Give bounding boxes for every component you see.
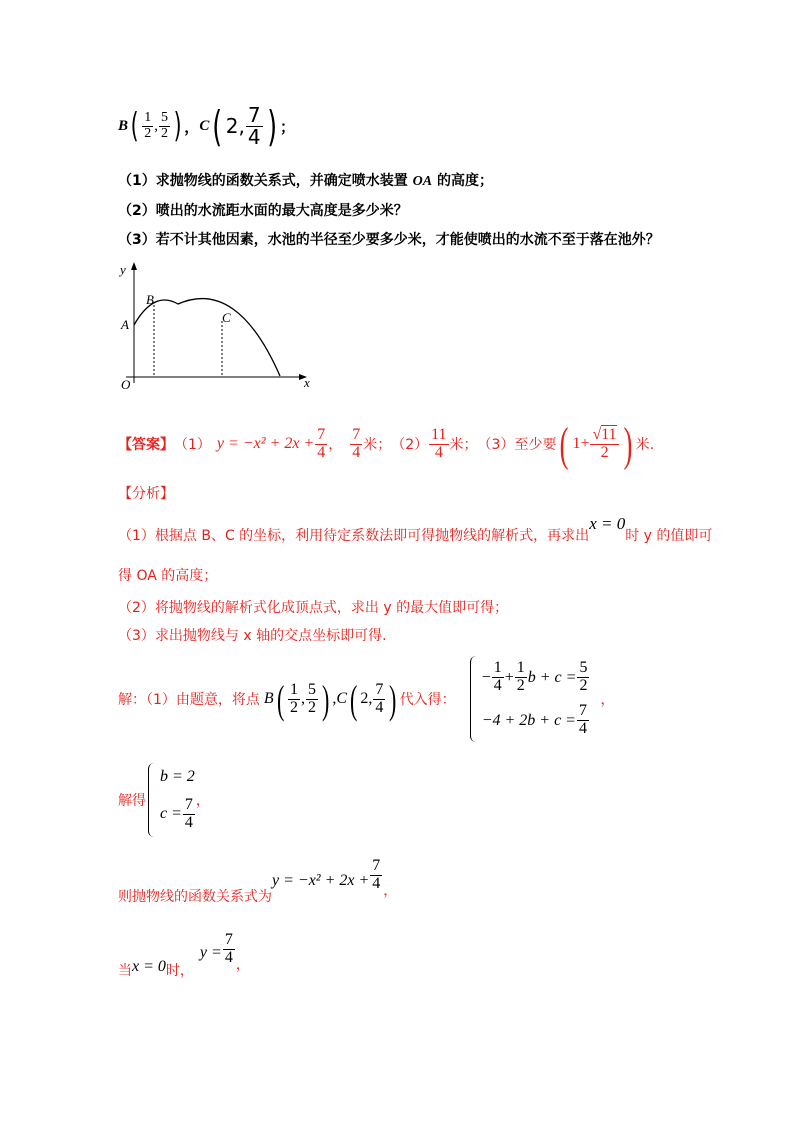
y-axis-label: y [120, 262, 126, 277]
x-axis-label: x [304, 375, 310, 390]
analysis-line-2: 得 OA 的高度； [118, 568, 218, 584]
analysis-tag: 【分析】 [118, 486, 174, 502]
analysis-line-3: （2）将抛物线的解析式化成顶点式，求出 y 的最大值即可得； [118, 600, 509, 616]
point-b-label: B [118, 117, 129, 134]
right-paren: ) [266, 101, 277, 151]
equation-2: −4 + 2b + c = $\frac{7}{4}$ [481, 702, 587, 737]
parabola-curve [134, 299, 280, 376]
question-1: （1）求抛物线的函数关系式，并确定喷水装置 OA 的高度； [118, 173, 493, 189]
point-c-label: C [222, 310, 231, 325]
answer-equation: y = −x² + 2x + [216, 435, 315, 452]
analysis-line-4: （3）求出抛物线与 x 轴的交点坐标即可得. [118, 628, 387, 644]
solution-substitution: 解：（1）由题意，将点 B ( $\frac{1}{2}$ , $\frac{5}{2}$ ) , C ( 2 , $\frac{7}{4}$ ) 代入得： − $\frac{1}{4}$ + $\frac{1}{2}$ b + c = $\frac{5}{2}$ −4 + 2b + c = $\frac{7}{4}$ ， [118, 654, 614, 744]
analysis-line-1: （1）根据点 B、C 的坐标，利用待定系数法即可得抛物线的解析式，再求出 x = 0 时 y 的值即可 [118, 514, 713, 544]
right-paren: ) [173, 106, 182, 146]
answer-max-fraction: $\frac{11}{4}$ [431, 425, 447, 461]
equation-system [470, 656, 591, 742]
left-paren: ( [130, 106, 139, 146]
parabola-graph [112, 258, 322, 398]
answer-line: 【答案】 （1） y = −x² + 2x + $\frac{7}{4}$ ， $\frac{7}{4}$ 米； （2） $\frac{11}{4}$ 米； （3）至少要 ( 1+ $\frac{√11}{2}$ ) 米. [118, 417, 655, 471]
b-y-fraction: $\frac{5}{2}$ [161, 109, 169, 141]
question-3: （3）若不计其他因素，水池的半径至少要多少米，才能使喷出的水流不至于落在池外？ [118, 232, 660, 248]
c-x-value: 2 [225, 114, 239, 138]
answer-radius-fraction: $\frac{√11}{2}$ [592, 425, 617, 461]
x-equals-zero: x = 0 [589, 514, 626, 533]
comma: ， [184, 117, 200, 136]
solution-function: 则抛物线的函数关系式为 y = −x² + 2x + $\frac{7}{4}$ ， [118, 857, 398, 905]
coordinates-line: B ( $\frac{1}{2}$ , $\frac{5}{2}$ ) ， C ( 2 , $\frac{7}{4}$ ) ； [118, 101, 295, 151]
answer-height-fraction: $\frac{7}{4}$ [352, 425, 361, 461]
answer-tag: 【答案】 [118, 437, 174, 453]
origin-label: O [121, 377, 131, 392]
equation-1: − $\frac{1}{4}$ + $\frac{1}{2}$ b + c = $\frac{5}{2}$ [481, 659, 588, 694]
point-c-label: C [199, 117, 210, 134]
b-x-fraction: $\frac{1}{2}$ [144, 109, 152, 141]
point-a-label: A [121, 317, 129, 332]
answer-eq-fraction: $\frac{7}{4}$ [317, 425, 326, 461]
c-y-fraction: $\frac{7}{4}$ [247, 102, 261, 149]
semicolon: ； [279, 117, 295, 136]
solution-when: 当 x = 0 时， y = $\frac{7}{4}$ ， [118, 931, 250, 979]
solution-system: b = 2 c = $\frac{7}{4}$ [148, 763, 196, 837]
point-b-label: B [146, 292, 154, 307]
solution-result: 解得 b = 2 c = $\frac{7}{4}$ ， [118, 762, 210, 838]
question-2: （2）喷出的水流距水面的最大高度是多少米？ [118, 203, 408, 219]
y-axis-arrow [131, 262, 137, 270]
left-paren: ( [212, 101, 223, 151]
